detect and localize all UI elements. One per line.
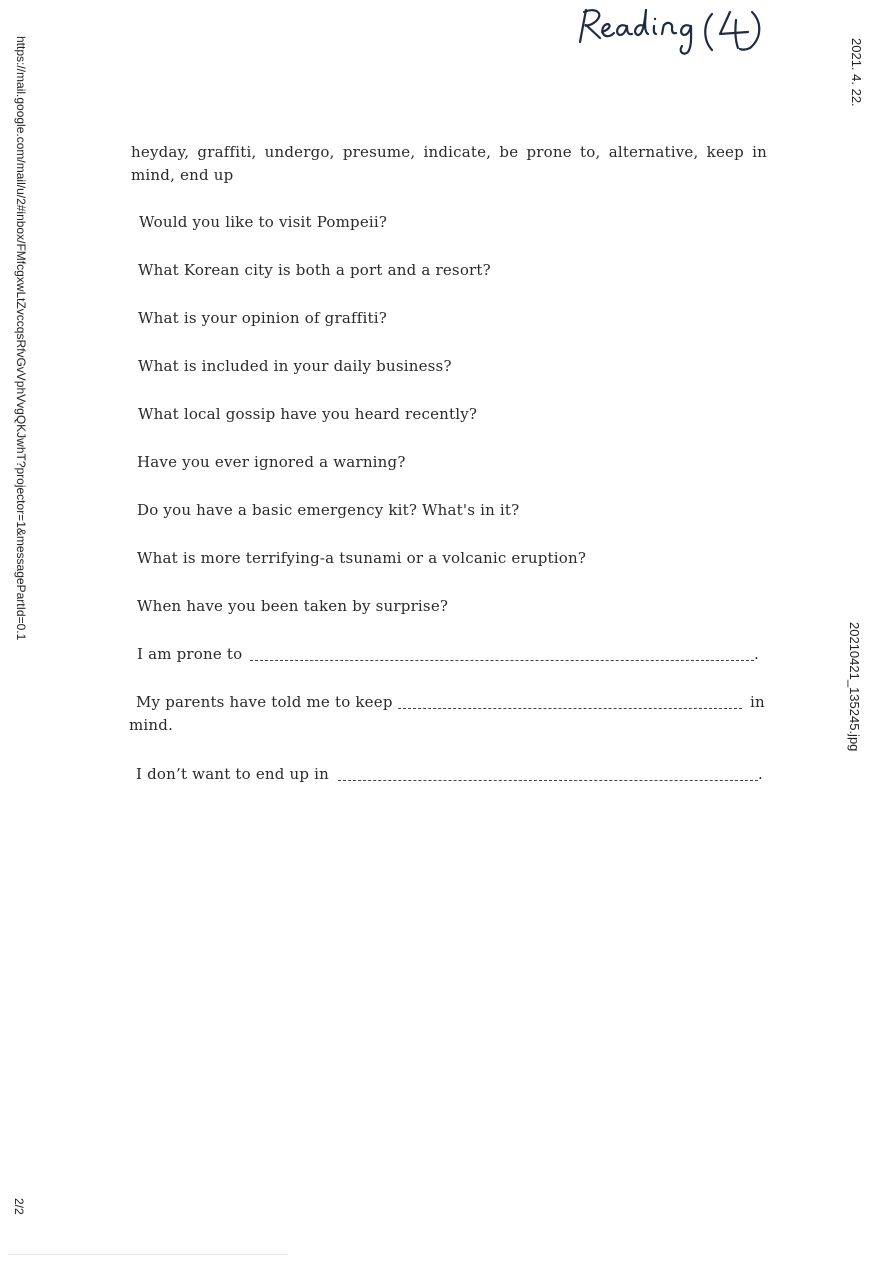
question-3: What is your opinion of graffiti? bbox=[138, 309, 387, 327]
vocabulary-list: heyday, graffiti, undergo, presume, indicate, be prone to, alternative, keep in mind, end up bbox=[131, 143, 767, 184]
prompt-endup-end: . bbox=[758, 765, 763, 783]
question-9: When have you been taken by surprise? bbox=[137, 597, 449, 615]
prompt-keep-continuation: mind. bbox=[129, 716, 174, 734]
margin-page-number: 2/2 bbox=[12, 1198, 26, 1215]
question-4: What is included in your daily business? bbox=[138, 357, 452, 375]
question-2: What Korean city is both a port and a resort? bbox=[138, 261, 491, 279]
question-8: What is more terrifying-a tsunami or a volcanic eruption? bbox=[137, 549, 587, 567]
prompt-keep-tail: in bbox=[750, 693, 765, 711]
prompt-keep-lead: My parents have told me to keep bbox=[136, 693, 393, 711]
prompt-prone-end: . bbox=[754, 645, 759, 663]
prompt-keep-blank[interactable] bbox=[398, 708, 742, 709]
prompt-endup-blank[interactable] bbox=[338, 780, 758, 781]
question-6: Have you ever ignored a warning? bbox=[137, 453, 406, 471]
question-1: Would you like to visit Pompeii? bbox=[139, 213, 388, 231]
handwritten-title bbox=[572, 0, 772, 62]
prompt-prone-lead: I am prone to bbox=[137, 645, 243, 663]
footer-rule bbox=[8, 1254, 288, 1255]
question-5: What local gossip have you heard recently? bbox=[138, 405, 478, 423]
margin-date: 2021. 4. 22. bbox=[849, 38, 864, 107]
prompt-prone-blank[interactable] bbox=[250, 660, 754, 661]
margin-filename: 20210421_135245.jpg bbox=[847, 622, 862, 752]
question-7: Do you have a basic emergency kit? What's in it? bbox=[137, 501, 520, 519]
margin-url: https://mail.google.com/mail/u/2#inbox/FMfcgxwLtZvccqsRfvGvVphVvgQKJwhT?projector=1&messagePartId=0.1 bbox=[14, 36, 28, 641]
prompt-endup-lead: I don’t want to end up in bbox=[136, 765, 330, 783]
